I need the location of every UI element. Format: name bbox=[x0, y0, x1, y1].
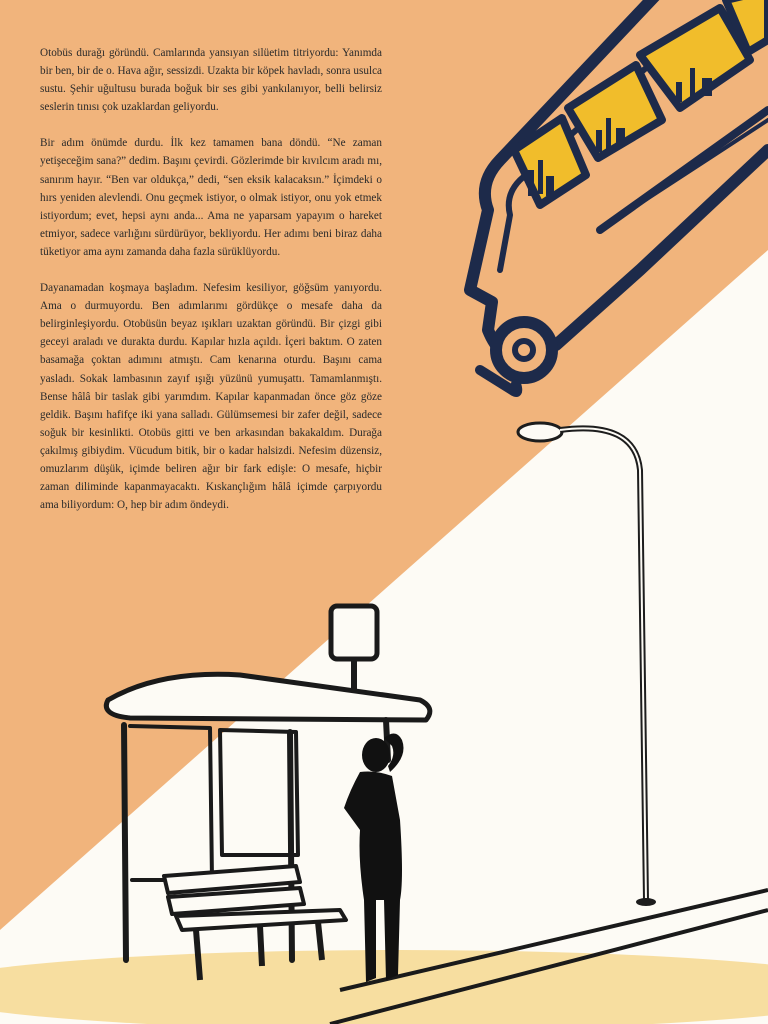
story-paragraph: Dayanamadan koşmaya başladım. Nefesim kesiliyor, göğsüm yanıyordu. Ama o durmuyordu. Ben adımlarımı gördükçe o mesafe daha da belirginleşiyordu. Otobüsün beyaz ışıkları uzaktan göründü. Bir çizgi gibi geceyi araladı ve durakta durdu. Kapılar hızla açıldı. İçeri baktım. O zaten basamağa çoktan adımını atmıştı. Cam kenarına oturdu. Başını cama yasladı. Sokak lambasının zayıf ışığı yüzünü yumuşattı. Tamamlanmıştı. Bense hâlâ bir taslak gibi yarımdım. Kapılar kapanmadan önce göz göze geldik. Başını hafifçe iki yana salladı. Gülümsemesi bir zafer değil, sadece soğuk bir kesinlikti. Otobüs gitti ve ben arkasından bakakaldım. Durağa çakılmış gibiydim. Vücudum bitik, bir o kadar halsizdi. Nefesim düzensiz, omuzlarım düşük, içimde beliren ağır bir fark edişle: O mesafe, hiçbir zaman diliminde kapanmayacaktı. Kıskançlığım hâlâ içimde çarpıyordu ama biliyordum: O, hep bir adım öndeydi. bbox=[40, 282, 382, 512]
ground-glow bbox=[0, 950, 768, 1024]
story-text bbox=[40, 44, 382, 532]
story-paragraph: Otobüs durağı göründü. Camlarında yansıyan silüetim titriyordu: Yanımda bir ben, bir de o. Hava ağır, sessizdi. Uzakta bir köpek havladı, sonra usulca sustu. Şehir uğultusu burada boğuk bir ses gibi yankılanıyor, belli belirsiz seslerin tınısı çok uzaklardan geliyordu. bbox=[40, 47, 382, 114]
story-paragraph: Bir adım önümde durdu. İlk kez tamamen bana döndü. “Ne zaman yetişeceğim sana?” dedim. Başını çevirdi. Gözlerimde bir kıvılcım aradı mı, sanırım hayır. “Ben var oldukça,” dedi, “sen eksik kalacaksın.” İçimdeki o hırs yeniden alevlendi. Onu geçmek istiyor, o olmak istiyor, onu yok etmek istiyordum; evet, hepsi aynı anda... Ama ne yaparsam yapayım o hareket etmiyor, sadece varlığını sürdürüyor, bekliyordu. Her adımı beni biraz daha tüketiyor ama aynı zamanda daha fazla sürüklüyordu. bbox=[40, 137, 382, 258]
